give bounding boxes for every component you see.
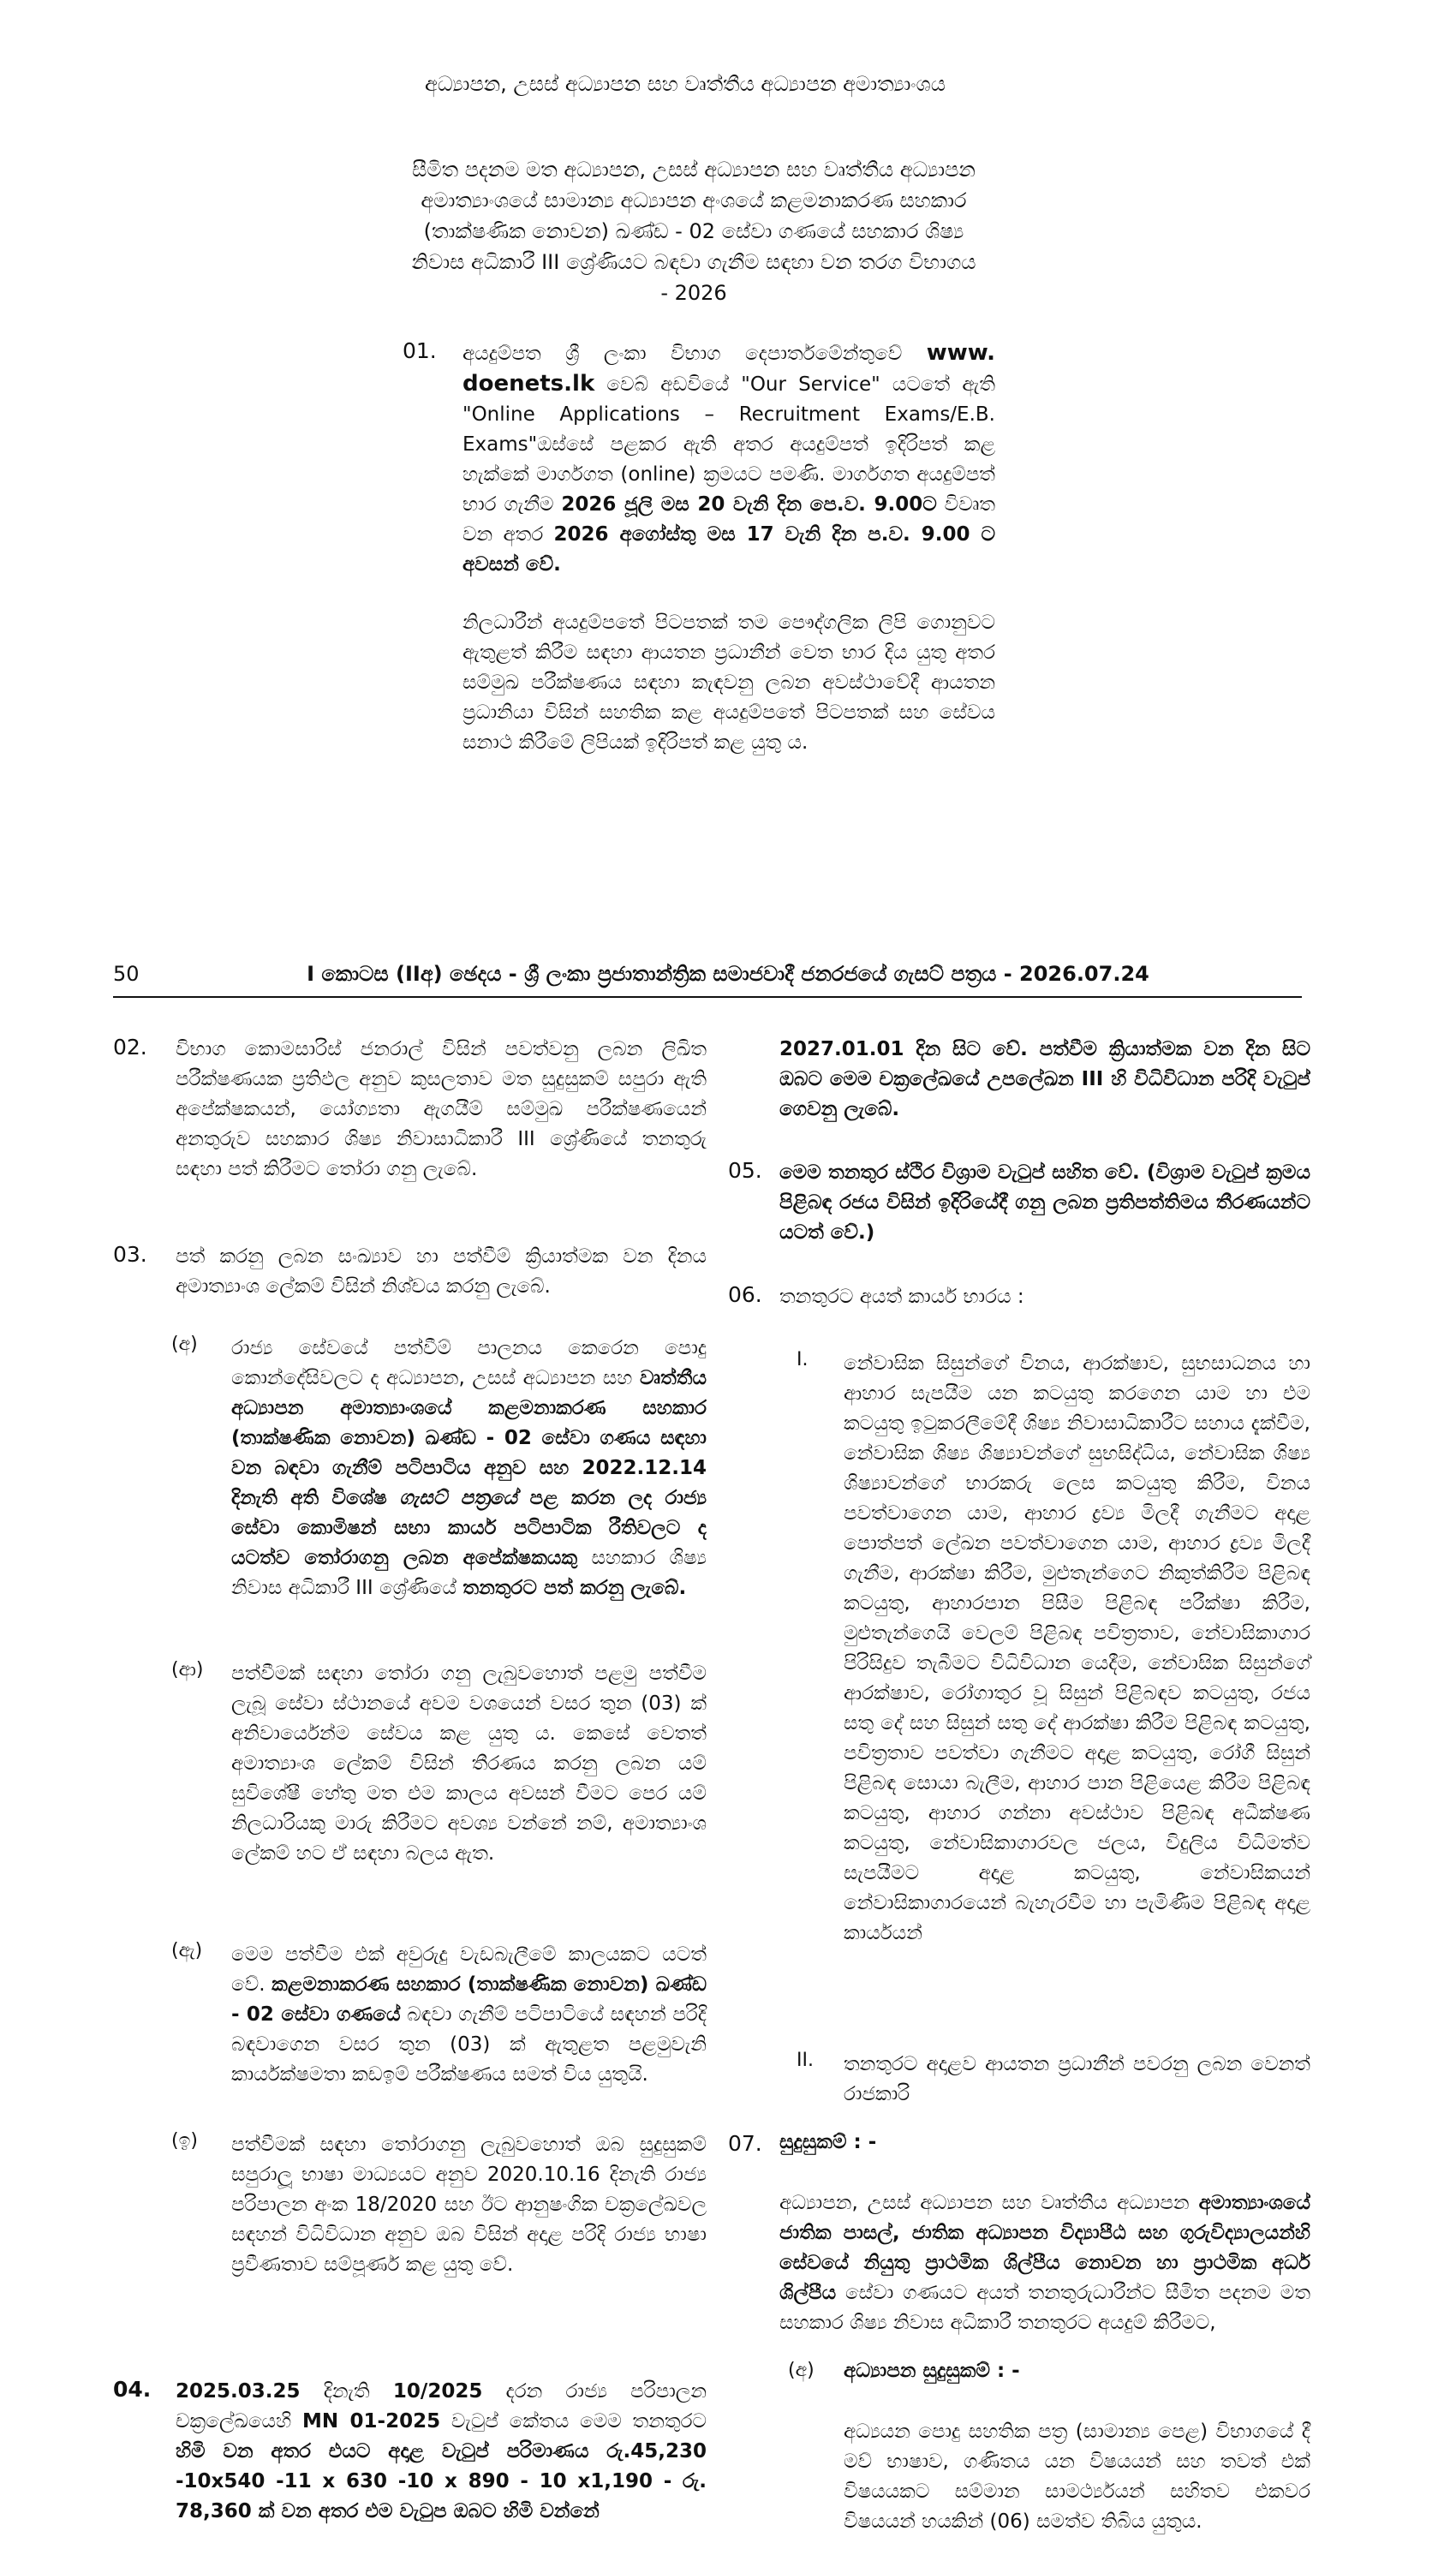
para-04-text-6: වැටුප් කේතය මෙම තනතුරට bbox=[451, 2410, 707, 2433]
duty-2-label: II. bbox=[797, 2050, 814, 2071]
para-06-number: 06. bbox=[728, 1282, 762, 1307]
sub-a-label: (අ) bbox=[171, 1334, 198, 1355]
para-04-text-7: හිමි වන අතර එයට අදාළ වැටුප් පරිමාණය රු.45,230 -10x540 -11 x 630 -10 x 890 - 10 x1,190 - රු. 78,360 ක් වන අතර එම වැටුප ඔබට හිමි වන්නේ bbox=[176, 2440, 707, 2522]
qualification-text-3: සේවා ගණයට අයත් තනතුරුධාරීන්ට සීමිත පදනම මත සහකාර ශිෂ්‍ය නිවාස අධිකාරී තනතුරට අයදුම් කිරීමට, bbox=[779, 2282, 1310, 2334]
gazette-header: I කොටස (IIඅ) ඡෙදය - ශ්‍රී ලංකා ප්‍රජාතාන්ත්‍රික සමාජවාදී ජනරජයේ ගැසට් පත්‍රය - 2026.07.24 bbox=[307, 962, 1149, 986]
qualification-intro bbox=[779, 2188, 1310, 2338]
para-03: පත් කරනු ලබන සංඛ්‍යාව හා පත්වීම් ක්‍රියාත්මක වන දිනය අමාත්‍යාංශ ලේකම් විසින් නිශ්චය කරනු ලැබේ. bbox=[176, 1245, 707, 1298]
para-04-text-4: දරන රාජ්‍ය පරිපාලන චක්‍රලේඛයෙහි bbox=[176, 2380, 707, 2433]
para-02-number: 02. bbox=[113, 1035, 147, 1060]
sub-i: පත්වීමක් සඳහා තෝරාගනු ලැබුවහොත් ඔබ සුදුසුකම් සපුරාලූ භාෂා මාධ්‍යයට අනුව 2020.10.16 දිනැති රාජ්‍ය පරිපාලන අංක 18/2020 සහ ඊට ආනුෂංගික චක්‍රලේඛවල සඳහන් විධිවිධාන අනුව ඔබ විසින් අදාළ පරිදි රාජ්‍ය භාෂා ප්‍රවීණතාව සම්පූර්ණ කළ යුතු වේ. bbox=[231, 2134, 707, 2276]
para-04-text-2: දිනැති bbox=[323, 2380, 370, 2403]
para-07-number: 07. bbox=[728, 2131, 762, 2156]
sub-aa: පත්වීමක් සඳහා තෝරා ගනු ලැබුවහොත් පළමු පත්වීම ලැබූ සේවා ස්ථානයේ අවම වශයෙන් වසර තුන (03) ක් අනිවාර්යෙන්ම සේවය කළ යුතු ය. කෙසේ වෙතත් අමාත්‍යාංශ ලේකම් විසින් තීරණය කරනු ලබන යම් සුවිශේෂී හේතු මත එම කාලය අවසන් වීමට පෙර යම් නිලධාරියකු මාරු කිරීමට අවශ්‍ය වන්නේ නම්, අමාත්‍යාංශ ලේකම් හට ඒ සඳහා බලය ඇත. bbox=[231, 1663, 707, 1865]
para-04-text-5: MN 01-2025 bbox=[301, 2410, 441, 2433]
qualification-text-1: අධ්‍යාපන, උසස් අධ්‍යාපන සහ වෘත්තීය අධ්‍යාපන bbox=[779, 2192, 1190, 2214]
para-04-number: 04. bbox=[113, 2377, 152, 2402]
para-06: තනතුරට අයත් කාර්ය භාරය : bbox=[779, 1286, 1024, 1308]
ministry-title: අධ්‍යාපන, උසස් අධ්‍යාපන සහ වෘත්තීය අධ්‍යාපන අමාත්‍යාංශය bbox=[425, 72, 946, 96]
sub-ae-label: (ඇ) bbox=[171, 1940, 203, 1961]
para-01-text-a: අයදුම්පත ශ්‍රී ලංකා විභාග දෙපාර්තමේන්තුවේ bbox=[462, 343, 903, 365]
sub-ae bbox=[231, 1940, 707, 2090]
qual-a-heading: අධ්‍යාපන සුදුසුකම් : - bbox=[844, 2360, 1020, 2382]
duty-2: තනතුරට අදාළව ආයතන ප්‍රධානීන් පවරනු ලබන වෙනත් රාජකාරි bbox=[844, 2053, 1310, 2105]
sub-a-text-4: පළ කරන ලද රාජ්‍ය සේවා කොමිෂන් සභා කාර්ය පටිපාටික රීතිවලට ද යටත්ව තෝරාගනු ලබන අපේක්ෂකයකු bbox=[231, 1487, 707, 1569]
qualification-text-2: අමාත්‍යාංශයේ ජාතික පාසල්, ජාතික අධ්‍යාපන විද්‍යාපීඨ සහ ගුරුවිද්‍යාලයන්හි සේවයේ නියුතු ප්‍රාථමික ශිල්පීය නොවන හා ප්‍රාථමික අර්ධ ශිල්පීය bbox=[779, 2192, 1310, 2304]
open-date: 2026 ජූලි මස 20 වැනි දින පෙ.ව. 9.00ට bbox=[561, 493, 937, 516]
sub-a bbox=[231, 1334, 707, 1603]
para-07-heading: සුදුසුකම් : - bbox=[779, 2131, 877, 2153]
para-04-continued: 2027.01.01 දින සිට වේ. පත්වීම ක්‍රියාත්මක වන දින සිට ඔබට මෙම චක්‍රලේඛයේ උපලේඛන III හි විධිවිධාන පරිදි වැටුප් ගෙවනු ලැබේ. bbox=[779, 1038, 1310, 1120]
para-04-text-1: 2025.03.25 bbox=[176, 2380, 301, 2403]
para-01-number: 01. bbox=[403, 338, 437, 363]
sub-a-text-5: සහකාර ශිෂ්‍ය නිවාස අධිකාරී III ශ්‍රේණියේ bbox=[231, 1547, 707, 1599]
para-04-text-3: 10/2025 bbox=[392, 2380, 483, 2403]
website-link[interactable]: www. doenets.lk bbox=[462, 340, 995, 397]
para-04 bbox=[176, 2377, 707, 2527]
qual-a-body: අධ්‍යයන පොදු සහතික පත්‍ර (සාමාන්‍ය පෙළ) විභාගයේ දී මව් භාෂාව, ගණිතය යන විෂයයන් සහ තවත් එක් විෂයයකට සම්මාන සාමර්ථ්‍යයන් සහිතව එකවර විෂයයන් හයකින් (06) සමත්ව තිබිය යුතුය. bbox=[844, 2421, 1310, 2533]
sub-i-label: (ඉ) bbox=[171, 2130, 198, 2152]
para-01 bbox=[462, 338, 995, 580]
para-01-text-c: වෙබ් අඩවියේ "Our Service" යටතේ ඇති "Online Applications – Recruitment Exams/E.B. Exams"ඔස්සේ පළකර ඇති අතර අයදුම්පත් ඉදිරිපත් කළ හැක්කේ මාර්ගගත (online) ක්‍රමයට පමණි. මාර්ගගත අයදුම්පත් භාර ගැනීම bbox=[462, 373, 996, 516]
qual-a-label: (අ) bbox=[788, 2360, 815, 2381]
para-01-text-e: විවෘත වන අතර bbox=[462, 493, 995, 546]
para-05: මෙම තනතුර ස්ථිර විශ්‍රාම වැටුප් සහිත වේ. (විශ්‍රාම වැටුප් ක්‍රමය පිළිබඳ රජය විසින් ඉදිරියේදී ගනු ලබන ප්‍රතිපත්තිමය තීරණයන්ට යටත් වේ.) bbox=[779, 1161, 1310, 1244]
exam-title: සීමිත පදනම මත අධ්‍යාපන, උසස් අධ්‍යාපන සහ වෘත්තීය අධ්‍යාපන අමාත්‍යාංශයේ සාමාන්‍ය අධ්‍යාපන අංශයේ කළමනාකරණ සහකාර (තාක්ෂණික නොවන) ඛණ්ඩ - 02 සේවා ගණයේ සහකාර ශිෂ්‍ය නිවාස අධිකාරී III ශ්‍රේණියට බඳවා ගැනීම සඳහා වන තරග විභාගය - 2026 bbox=[411, 158, 976, 305]
page-number: 50 bbox=[113, 962, 140, 986]
para-01-extra: නිලධාරීන් අයදුම්පතේ පිටපතක් තම පෞද්ගලික ලිපි ගොනුවට ඇතුළත් කිරීම සඳහා ආයතන ප්‍රධානීන් වෙත භාර දිය යුතු අතර සම්මුඛ පරීක්ෂණය සඳහා කැඳවනු ලබන අවස්ථාවේදී ආයතන ප්‍රධානියා විසින් සහතික කළ අයදුම්පතේ පිටපතක් සහ සේවය සනාථ කිරීමේ ලිපියක් ඉදිරිපත් කළ යුතු ය. bbox=[462, 612, 995, 754]
sub-a-text-6: තනතුරට පත් කරනු ලැබේ. bbox=[462, 1577, 687, 1599]
duty-1-label: I. bbox=[797, 1349, 809, 1370]
close-date: 2026 අගෝස්තු මස 17 වැනි දින ප.ව. 9.00 ට අවසන් වේ. bbox=[462, 523, 995, 576]
sub-a-text-1: රාජ්‍ය සේවයේ පත්වීම් පාලනය කෙරෙන පොදු කොන්දේසිවලට ද අධ්‍යාපන, උසස් අධ්‍යාපන සහ bbox=[231, 1337, 707, 1389]
sub-a-text-2: වෘත්තීය අධ්‍යාපන අමාත්‍යාංශයේ කළමනාකරණ සහකාර (තාක්ෂණික නොවන) ඛණ්ඩ - 02 සේවා ගණය සඳහා වන බඳවා ගැනීම් පටිපාටිය අනුව සහ 2022.12.14 දිනැති අති විශේෂ bbox=[231, 1367, 707, 1509]
para-02: විභාග කොමසාරිස් ජනරාල් විසින් පවත්වනු ලබන ලිඛිත පරීක්ෂණයක ප්‍රතිඵල අනුව කුසලතාව මත සුදුසුකම් සපුරා ඇති අපේක්ෂකයන්, යෝග්‍යතා ඇගයීම් සම්මුඛ පරීක්ෂණයෙන් අනතුරුව සහකාර ශිෂ්‍ය නිවාසාධිකාරී III ශ්‍රේණියේ තනතුරු සඳහා පත් කිරීමට තෝරා ගනු ලැබේ. bbox=[176, 1038, 707, 1180]
sub-aa-label: (ආ) bbox=[171, 1659, 204, 1680]
para-03-number: 03. bbox=[113, 1242, 147, 1267]
para-05-number: 05. bbox=[728, 1158, 762, 1183]
duty-1: නේවාසික සිසුන්ගේ විනය, ආරක්ෂාව, සුභසාධනය හා ආහාර සැපයීම යන කටයුතු කරගෙන යාම හා එම කටයුතු ඉටුකරලීමේදී ශිෂ්‍ය නිවාසාධිකාරීට සහාය දැක්වීම, නේවාසික ශිෂ්‍ය ශිෂ්‍යාවන්ගේ සුභසිද්ධිය, නේවාසික ශිෂ්‍ය ශිෂ්‍යාවන්ගේ භාරකරු ලෙස කටයුතු කිරීම, විනය පවත්වාගෙන යාම, ආහාර ද්‍රව්‍ය මිලදී ගැනීමට අදාළ පොත්පත් ලේඛන පවත්වාගෙන යාම, ආහාර ද්‍රව්‍ය මිලදී ගැනීම, ආරක්ෂා කිරීම, මුළුතැන්ගෙට නිකුත්කිරීම පිළිබඳ කටයුතු, ආහාරපාන පිසීම පිළිබඳ පරීක්ෂා කිරීම, මුළුතැන්ගෙයි වෙලම් පිළිබඳ පවිත්‍රතාව, නේවාසිකාගාර පිරිසිදුව තැබීමට විධිවිධාන යෙදීම, නේවාසික සිසුන්ගේ ආරක්ෂාව, රෝගාතුර වූ සිසුන් පිළිබඳව කටයුතු, රජය සතු දේ සහ සිසුන් සතු දේ ආරක්ෂා කිරීම පිළිබඳ කටයුතු, පවිත්‍රතාව පවත්වා ගැනීමට අදාළ කටයුතු, රෝගී සිසුන් පිළිබඳ සොයා බැලීම, ආහාර පාන පිළියෙළ කිරීම පිළිබඳ කටයුතු, ආහාර ගන්නා අවස්ථාව පිළිබඳ අධීක්ෂණ කටයුතු, නේවාසිකාගාරවල ජලය, විදුලිය විධිමත්ව සැපයීමට අදාළ කටයුතු, නේවාසිකයන් නේවාසිකාගාරයෙන් බැහැරවීම හා පැමිණීම පිළිබඳ අදාළ කාර්යයන් bbox=[844, 1352, 1310, 1944]
sub-a-text-3: ගැසට් පත්‍රයේ bbox=[399, 1487, 517, 1509]
header-rule bbox=[113, 996, 1302, 998]
sub-ae-text-1: මෙම පත්වීම එක් අවුරුදු වැඩබැලීමේ කාලයකට යටත් වේ. bbox=[231, 1943, 707, 1996]
sub-ae-text-3: බඳවා ගැනීම් පටිපාටියේ සඳහන් පරිදි බඳවාගෙන වසර තුන (03) ක් ඇතුළත පළමුවැනි කාර්යක්ෂමතා කඩඉම් පරීක්ෂණය සමත් විය යුතුයි. bbox=[231, 2003, 707, 2086]
sub-ae-text-2: කළමනාකරණ සහකාර (තාක්ෂණික නොවන) ඛණ්ඩ - 02 සේවා ගණයේ bbox=[231, 1973, 707, 2026]
